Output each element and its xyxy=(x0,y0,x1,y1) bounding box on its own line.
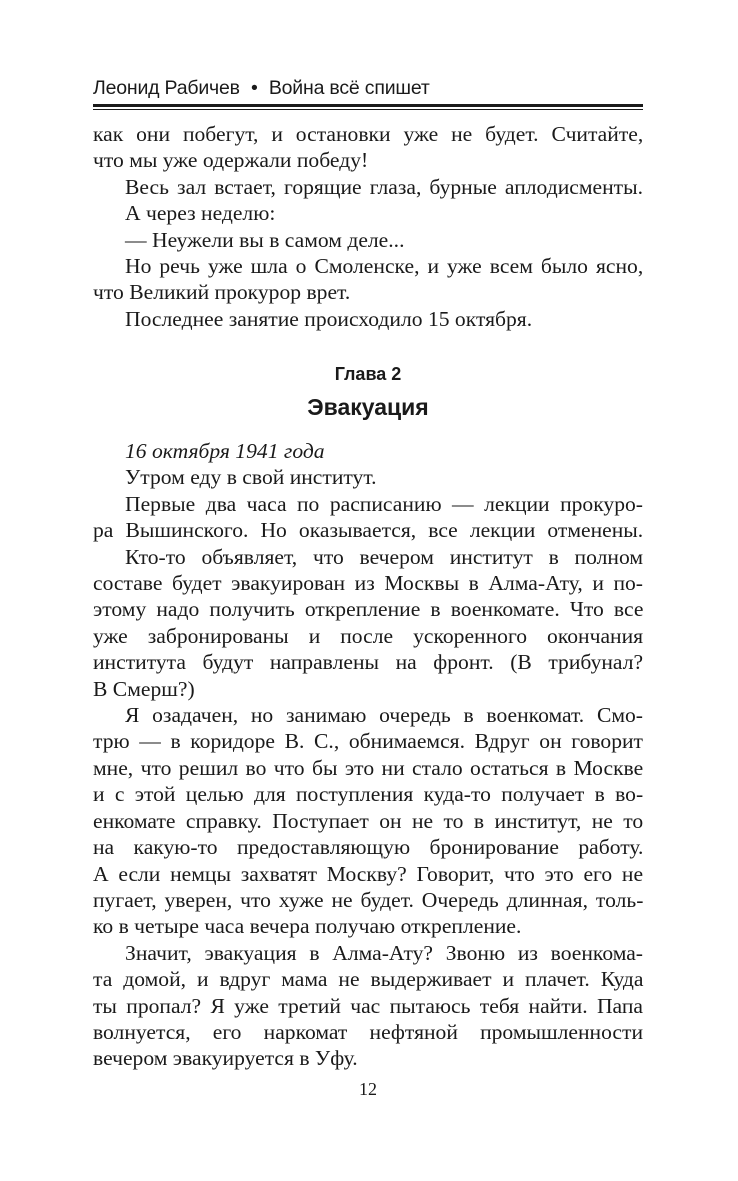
text-line: и с этой целью для поступления куда-то получает в во- xyxy=(93,782,644,807)
text-line: Я озадачен, но занимаю очередь в военкомат. Смо- xyxy=(125,703,643,728)
text-line: та домой, и вдруг мама не выдерживает и плачет. Куда xyxy=(93,967,644,992)
text-line: А если немцы захватят Москву? Говорит, что это его не xyxy=(93,861,644,886)
text-line: пугает, уверен, что хуже не будет. Очередь длинная, толь- xyxy=(93,887,644,912)
header-book-title: Война всё спишет xyxy=(268,77,430,99)
running-header xyxy=(93,77,643,100)
text-line: что Великий прокурор врет. xyxy=(93,280,351,305)
chapter-label: Глава 2 xyxy=(334,364,402,384)
text-line: этому надо получить открепление в военкомате. Что все xyxy=(93,597,644,622)
text-line: мне, что решил во что бы это ни стало остаться в Москве xyxy=(93,755,644,780)
text-line: на какую-то предоставляющую бронирование работу. xyxy=(93,835,644,860)
text-line: уже забронированы и после ускоренного окончания xyxy=(93,623,644,648)
page-number: 12 xyxy=(359,1079,377,1099)
text-line: как они побегут, и остановки уже не будет. Считайте, xyxy=(93,122,644,146)
header-rule-thin xyxy=(93,109,643,110)
text-line: что мы уже одержали победу! xyxy=(93,148,369,173)
text-line: Значит, эвакуация в Алма-Ату? Звоню из военкома- xyxy=(125,940,643,965)
text-line: составе будет эвакуирован из Москвы в Алма-Ату, и по- xyxy=(93,571,643,596)
text-line: Но речь уже шла о Смоленске, и уже всем было ясно, xyxy=(125,254,644,279)
text-line: А через неделю: xyxy=(125,201,276,226)
text-line: института будут направлены на фронт. (В трибунал? xyxy=(93,650,644,675)
entry-date: 16 октября 1941 года xyxy=(125,439,325,463)
header-rule-thick xyxy=(93,104,643,107)
text-line: ра Вышинского. Но оказывается, все лекции отменены. xyxy=(93,518,644,543)
text-line: ты пропал? Я уже третий час пытаюсь тебя найти. Папа xyxy=(93,993,643,1018)
text-line: Кто-то объявляет, что вечером институт в полном xyxy=(125,544,643,569)
text-line: В Смерш?) xyxy=(93,676,195,701)
text-line: Первые два часа по расписанию — лекции прокуро- xyxy=(125,491,643,516)
top-section xyxy=(93,121,643,332)
chapter-body xyxy=(93,438,643,1072)
text-line: — Неужели вы в самом деле... xyxy=(125,227,405,252)
text-line: енкомате справку. Поступает он не то в институт, не то xyxy=(93,808,644,833)
text-line: Весь зал встает, горящие глаза, бурные аплодисменты. xyxy=(125,174,643,199)
header-author: Леонид Рабичев xyxy=(93,77,240,99)
text-line: вечером эвакуируется в Уфу. xyxy=(93,1046,358,1071)
text-line: Последнее занятие происходило 15 октября. xyxy=(125,306,533,331)
text-line: трю — в коридоре В. С., обнимаемся. Вдруг он говорит xyxy=(93,729,643,754)
text-line: волнуется, его наркомат нефтяной промышленности xyxy=(93,1019,643,1044)
header-separator: • xyxy=(251,77,258,99)
text-line: Утром еду в свой институт. xyxy=(125,465,377,490)
text-line: ко в четыре часа вечера получаю открепление. xyxy=(93,914,522,939)
chapter-title: Эвакуация xyxy=(307,394,429,420)
